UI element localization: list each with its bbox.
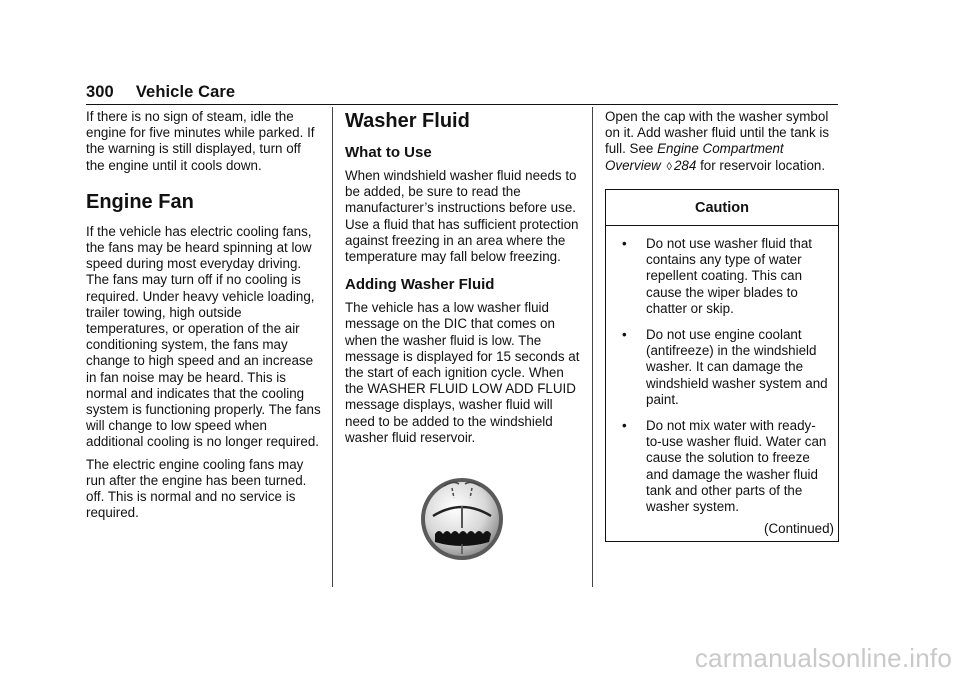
caution-item-text: Do not use engine coolant (antifreeze) in the windshield washer. It can damage the windshield washer system and paint.: [646, 327, 828, 407]
caution-item-text: Do not mix water with ready-to-use washer fluid. Water can cause the solution to freeze and damage the washer fluid tank and other parts of the washer system.: [646, 418, 827, 515]
caution-list: [616, 236, 828, 515]
caution-box: [605, 189, 839, 543]
watermark: carmanualsonline.info: [694, 643, 952, 673]
engine-compartment-overview-link[interactable]: Engine Compartment Overview: [605, 141, 784, 173]
engine-fan-heading: Engine Fan: [86, 190, 194, 213]
caution-item: [616, 418, 828, 515]
page-number: 300: [86, 83, 114, 101]
column-3: [605, 109, 840, 542]
adding-washer-fluid-paragraph: The vehicle has a low washer fluid message on the DIC that comes on when the washer fluid is low. The message is displayed for 15 seconds at the start of each ignition cycle. When the WASHER FLUID LOW ADD FLUID message displays, washer fluid will need to be added to the windshield washer fluid reservoir.: [345, 300, 580, 445]
page-header: [86, 83, 235, 102]
steam-paragraph: If there is no sign of steam, idle the engine for five minutes while parked. If the warning is still displayed, turn off the engine until it cools down.: [86, 109, 315, 173]
header-rule: [86, 104, 838, 105]
what-to-use-heading: What to Use: [345, 144, 432, 161]
washer-fluid-symbol-icon: [419, 476, 505, 562]
page-title: Vehicle Care: [135, 83, 236, 101]
reservoir-location-text: for reservoir location.: [700, 157, 826, 173]
open-cap-text: Open the cap with the washer symbol on it. Add washer fluid until the tank is full. See: [605, 109, 830, 157]
bullet-icon: •: [622, 236, 627, 252]
engine-fan-paragraph-1: If the vehicle has electric cooling fans, the fans may be heard spinning at low speed during most everyday driving. The fans may turn off if no cooling is required. Under heavy vehicle loading, trailer towing, high outside temperatures, or operation of the air conditioning system, the fans may change to high speed and an increase in fan noise may be heard. This is normal and indicates that the cooling system is functioning properly. The fans will change to low speed when additional cooling is no longer required.: [86, 223, 321, 450]
column-2: [345, 109, 581, 562]
washer-fluid-heading: Washer Fluid: [345, 110, 470, 132]
what-to-use-paragraph: When windshield washer fluid needs to be added, be sure to read the manufacturer’s instructions before use. Use a fluid that has sufficient protection against freezing in an area where the temperature may fall below freezing.: [345, 168, 579, 265]
caution-item: [616, 327, 828, 408]
page-reference-number[interactable]: 284: [673, 157, 697, 173]
caution-title: Caution: [606, 190, 838, 226]
caution-item: [616, 236, 828, 317]
continued-label: (Continued): [764, 521, 834, 537]
column-1: [86, 109, 322, 527]
bullet-icon: •: [622, 418, 627, 434]
page-reference-icon: ◊: [666, 160, 672, 173]
engine-fan-paragraph-2: The electric engine cooling fans may run after the engine has been turned. off. This is normal and no service is required.: [86, 456, 307, 521]
open-cap-paragraph: [605, 109, 840, 175]
caution-item-text: Do not use washer fluid that contains any type of water repellent coating. This can cause the wiper blades to chatter or skip.: [646, 236, 812, 316]
column-divider-1: [332, 107, 333, 587]
column-divider-2: [592, 107, 593, 587]
adding-washer-fluid-heading: Adding Washer Fluid: [345, 276, 495, 294]
bullet-icon: •: [622, 327, 627, 343]
